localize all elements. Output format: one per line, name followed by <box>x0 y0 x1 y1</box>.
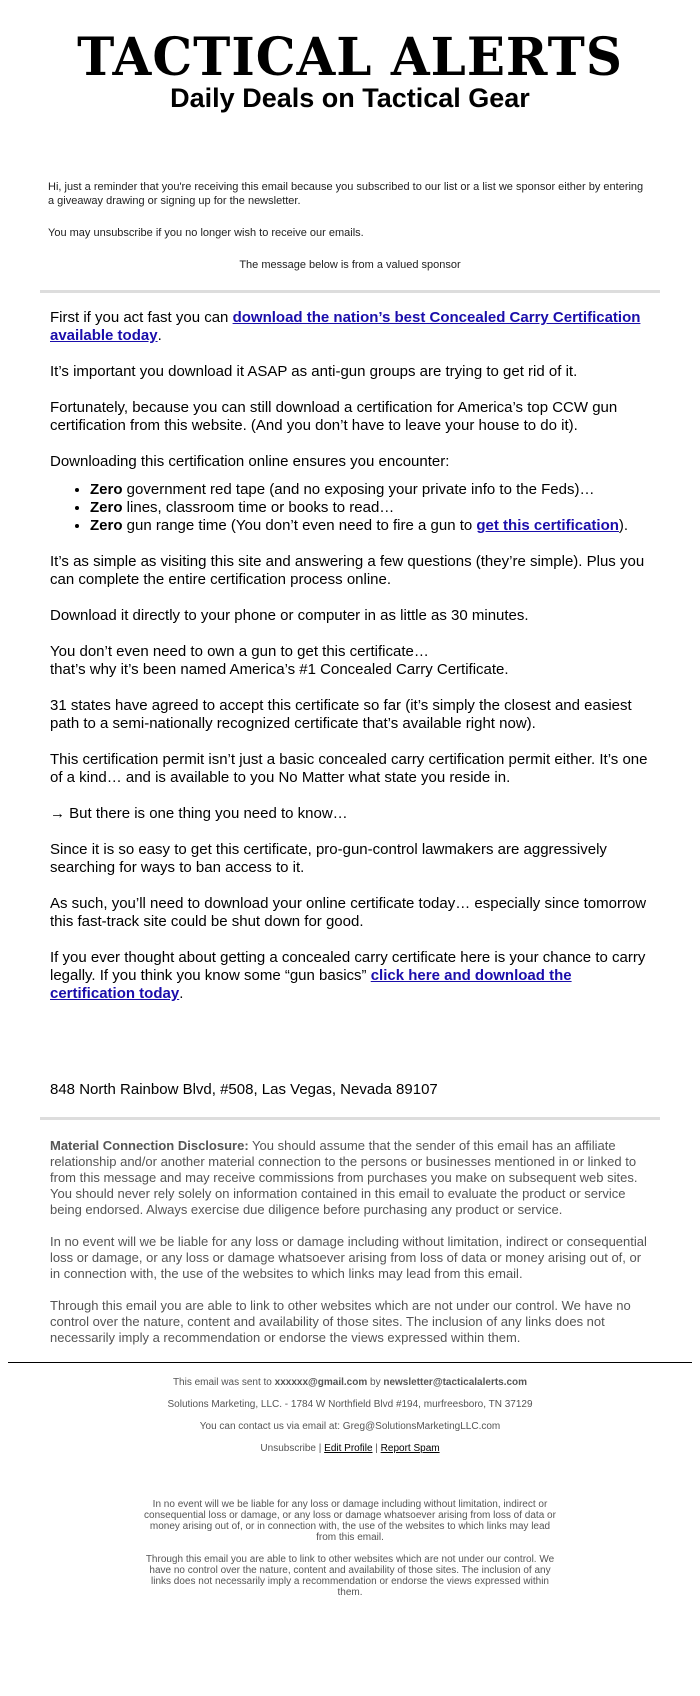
paragraph: Download it directly to your phone or computer in as little as 30 minutes. <box>50 607 529 624</box>
sent-to-line <box>0 1377 700 1389</box>
material-disclosure <box>50 1138 650 1218</box>
paragraph: It’s as simple as visiting this site and answering a few questions (they’re simple). Plus you can complete the entire certification process online. <box>50 553 645 588</box>
text: This email was sent to <box>172 1377 275 1388</box>
benefits-list <box>50 481 650 535</box>
recipient-email: xxxxxx@gmail.com <box>274 1377 368 1388</box>
text: You don’t even need to own a gun to get this certificate… <box>50 643 429 660</box>
get-certification-link[interactable]: get this certification <box>476 517 619 534</box>
disclosure-section <box>0 1120 700 1346</box>
bold-text: Zero <box>90 481 123 498</box>
footer-liability: In no event will we be liable for any loss or damage including without limitation, indirect or consequential loss or damage, or any loss or damage whatsoever arising from loss of data or money arising out of, or in connection with, the use of the websites to which links may lead from this email. <box>144 1499 556 1543</box>
text: by <box>367 1377 384 1388</box>
bold-text: Zero <box>90 517 123 534</box>
paragraph: As such, you’ll need to download your online certificate today… especially since tomorrow this fast-track site could be shut down for good. <box>50 895 647 930</box>
list-item <box>90 481 650 499</box>
paragraph: Downloading this certification online ensures you encounter: <box>50 453 450 470</box>
paragraph <box>50 309 650 345</box>
footer-links-disclaimer: Through this email you are able to link to other websites which are not under our control. We have no control over the nature, content and availability of those sites. The inclusion of any links does not necessarily imply a recommendation or endorse the views expressed within them. <box>145 1554 555 1598</box>
text: . <box>157 327 162 344</box>
text: government red tape (and no exposing your private info to the Feds)… <box>122 481 595 498</box>
edit-profile-link[interactable]: Edit Profile <box>324 1443 373 1454</box>
links-disclaimer: Through this email you are able to link to other websites which are not under our control. We have no control over the nature, content and availability of those sites. The inclusion of any links does not necessarily imply a recommendation or endorse the views expressed within them. <box>50 1298 631 1345</box>
subscription-reminder: Hi, just a reminder that you're receiving this email because you subscribed to our list or a list we sponsor either by entering a giveaway drawing or signing up for the newsletter. <box>48 181 644 207</box>
footer-links <box>0 1443 700 1455</box>
text: First if you act fast you can <box>50 309 233 326</box>
sponsor-address: 848 North Rainbow Blvd, #508, Las Vegas, Nevada 89107 <box>50 1081 438 1098</box>
text: gun range time (You don’t even need to fire a gun to <box>122 517 477 534</box>
logo-title: TACTICAL ALERTS <box>77 25 623 88</box>
tactical-alerts-logo <box>0 0 700 150</box>
sponsor-message <box>0 293 700 1099</box>
intro-section <box>0 180 700 272</box>
liability-disclaimer: In no event will we be liable for any loss or damage including without limitation, indirect or consequential loss or damage, or any loss or damage whatsoever arising from loss of data or money arising out of, or in connection with, the use of the websites to which links may lead from this email. <box>50 1234 647 1281</box>
footer-disclaimers <box>0 1465 700 1598</box>
paragraph: 31 states have agreed to accept this certificate so far (it’s simply the closest and easiest path to a semi-nationally recognized certificate that’s available right now). <box>50 697 632 732</box>
bold-text: Zero <box>90 499 123 516</box>
list-item <box>90 499 650 517</box>
separator: | <box>316 1443 325 1454</box>
text: You should assume that the sender of this email has an affiliate relationship and/or another material connection to the persons or businesses mentioned in or linked to from this message and may receive commissions from purchases you make on subsequent web sites. You should never rely solely on information contained in this email to evaluate the product or service being endorsed. Always exercise due diligence before purchasing any product or service. <box>50 1138 638 1217</box>
paragraph <box>50 949 650 1003</box>
paragraph: Since it is so easy to get this certificate, pro-gun-control lawmakers are aggressively searching for ways to ban access to it. <box>50 841 607 876</box>
report-spam-link[interactable]: Report Spam <box>380 1443 440 1454</box>
download-certification-today-link[interactable]: click here and download the certification today <box>50 967 572 1002</box>
sponsor-note: The message below is from a valued sponsor <box>239 259 461 271</box>
text: that’s why it’s been named America’s #1 Concealed Carry Certificate. <box>50 661 509 678</box>
footer <box>0 1363 700 1455</box>
download-certification-link[interactable]: download the nation’s best Concealed Carry Certification available today <box>50 309 641 344</box>
text: ). <box>618 517 629 534</box>
company-address: Solutions Marketing, LLC. - 1784 W Northfield Blvd #194, murfreesboro, TN 37129 <box>167 1399 533 1410</box>
paragraph <box>50 643 650 679</box>
text: . <box>179 985 184 1002</box>
text: If you ever thought about getting a concealed carry certificate here is your chance to carry legally. If you think you know some “gun basics” <box>50 949 646 984</box>
paragraph: Fortunately, because you can still download a certification for America’s top CCW gun certification from this website. (And you don’t have to leave your house to do it). <box>50 399 618 434</box>
contact-line: You can contact us via email at: Greg@SolutionsMarketingLLC.com <box>199 1421 501 1432</box>
separator: | <box>372 1443 381 1454</box>
paragraph: → But there is one thing you need to know… <box>50 805 348 822</box>
sender-email: newsletter@tacticalalerts.com <box>383 1377 528 1388</box>
unsubscribe-link[interactable]: Unsubscribe <box>260 1443 316 1454</box>
disclosure-label: Material Connection Disclosure: <box>50 1138 249 1153</box>
text: lines, classroom time or books to read… <box>122 499 395 516</box>
logo-subtitle: Daily Deals on Tactical Gear <box>170 83 530 113</box>
paragraph: This certification permit isn’t just a basic concealed carry certification permit either. It’s one of a kind… and is available to you No Matter what state you reside in. <box>50 751 648 786</box>
unsubscribe-note: You may unsubscribe if you no longer wish to receive our emails. <box>48 227 364 239</box>
paragraph: It’s important you download it ASAP as anti-gun groups are trying to get rid of it. <box>50 363 578 380</box>
list-item <box>90 517 650 535</box>
